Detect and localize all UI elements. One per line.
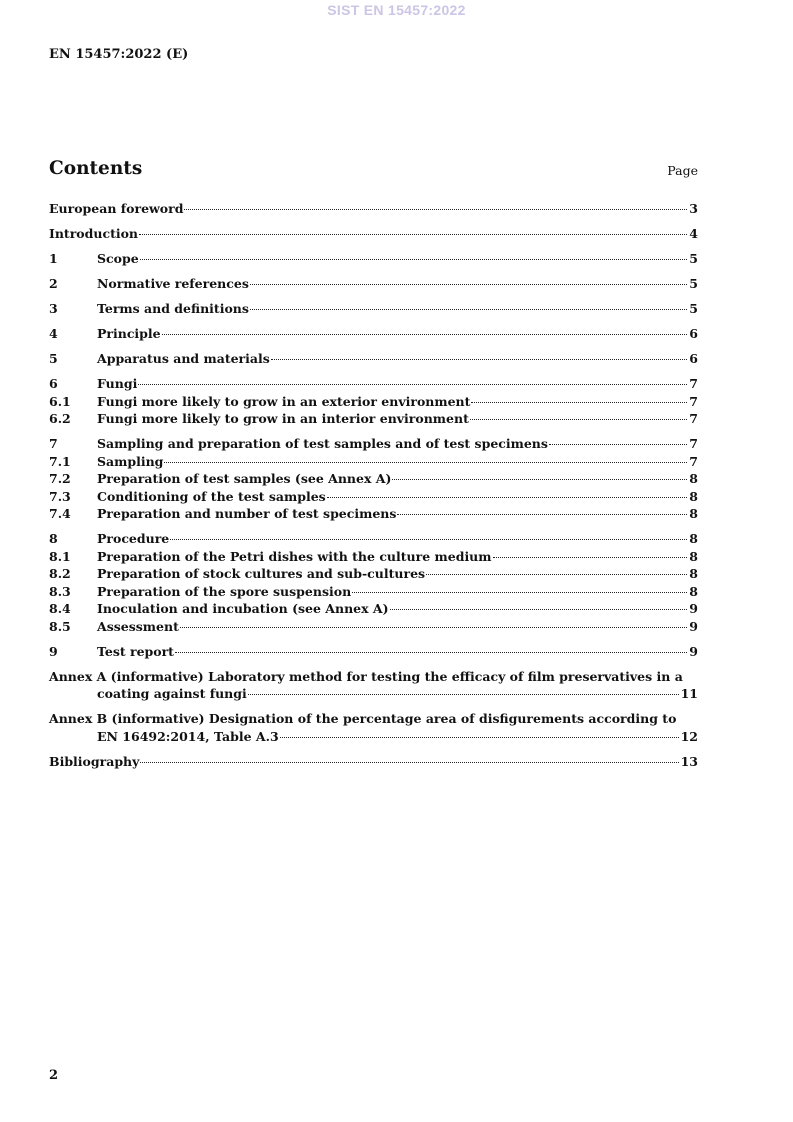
toc-entry-title: Bibliography: [49, 753, 140, 769]
toc-entry-page: 11: [680, 686, 698, 701]
dot-leader: [390, 609, 688, 610]
toc-entry[interactable]: [49, 618, 698, 636]
toc-entry-title: Scope: [97, 251, 139, 266]
toc-entry-number: 7: [49, 436, 58, 451]
toc-entry-number: 7.4: [49, 506, 71, 521]
toc-entry[interactable]: [49, 470, 698, 488]
toc-entry-title: Conditioning of the test samples: [97, 488, 326, 504]
toc-entry-title: Fungi: [97, 376, 138, 391]
toc-entry[interactable]: [49, 488, 698, 506]
toc-entry-page: 12: [680, 728, 698, 744]
toc-entry-title: Fungi more likely to grow in an interior environment: [97, 411, 469, 426]
toc-entry-number: 7.1: [49, 453, 71, 469]
toc-entry-page: 13: [680, 753, 698, 769]
contents-title: Contents: [49, 158, 143, 179]
toc-annex-a[interactable]: [49, 668, 698, 703]
toc-entry-title: Fungi more likely to grow in an exterior environment: [97, 393, 471, 409]
toc-entry-title: Introduction: [49, 226, 139, 241]
page-number: 2: [49, 1068, 59, 1083]
toc-entry-number: 7.3: [49, 488, 71, 504]
dot-leader: [180, 627, 687, 628]
toc-entry-number: 2: [49, 276, 58, 291]
toc-entry-number: 6: [49, 376, 58, 391]
toc-entry-title: Preparation of the Petri dishes with the culture medium: [97, 548, 492, 564]
toc-entry-page: 9: [689, 601, 698, 616]
dot-leader: [175, 652, 687, 653]
dot-leader: [138, 384, 687, 385]
toc-entry-page: 7: [689, 436, 698, 451]
dot-leader: [164, 462, 687, 463]
toc-entry-number: 8.3: [49, 583, 71, 599]
dot-leader: [184, 209, 687, 210]
dot-leader: [271, 359, 688, 360]
toc-entry-page: 5: [689, 251, 698, 266]
toc-annex-b[interactable]: [49, 710, 698, 745]
toc-entry-number: 6.2: [49, 411, 71, 426]
toc-entry[interactable]: [49, 643, 698, 661]
toc-entry-number: 8.2: [49, 566, 71, 581]
toc-entry-title: European foreword: [49, 201, 184, 216]
toc-entry[interactable]: [49, 393, 698, 411]
toc-entry-title: Preparation of stock cultures and sub-cultures: [97, 566, 426, 581]
toc-entry-page: 9: [689, 618, 698, 634]
toc-entry-page: 8: [689, 471, 698, 486]
toc-entry[interactable]: [49, 375, 698, 393]
toc-entry-page: 4: [689, 226, 698, 241]
dot-leader: [426, 574, 687, 575]
toc-entry[interactable]: [49, 583, 698, 601]
toc-entry-title: Terms and definitions: [97, 301, 249, 316]
toc-entry[interactable]: [49, 275, 698, 293]
toc-entry-title: Sampling: [97, 453, 164, 469]
toc-entry[interactable]: [49, 410, 698, 428]
toc-entry-page: 9: [689, 643, 698, 659]
toc-entry[interactable]: [49, 325, 698, 343]
annex-title-line1: Annex A (informative) Laboratory method for testing the efficacy of film preservatives in a: [49, 668, 683, 684]
toc-entry-page: 8: [689, 506, 698, 521]
toc-entry[interactable]: [49, 505, 698, 523]
toc-entry-title: Assessment: [97, 618, 179, 634]
toc-entry-title: Principle: [97, 326, 161, 341]
toc-entry[interactable]: [49, 453, 698, 471]
toc-entry-page: 8: [689, 488, 698, 504]
dot-leader: [280, 737, 679, 738]
toc-entry-number: 6.1: [49, 393, 71, 409]
table-of-contents: [49, 200, 698, 770]
toc-entry-title: Sampling and preparation of test samples and of test specimens: [97, 436, 548, 451]
toc-entry-page: 8: [689, 566, 698, 581]
dot-leader: [471, 402, 687, 403]
toc-entry-number: 8.4: [49, 601, 71, 616]
toc-entry-page: 6: [689, 326, 698, 341]
toc-entry-title: Procedure: [97, 531, 170, 546]
page-column-label: Page: [667, 163, 698, 178]
document-id: EN 15457:2022 (E): [49, 47, 189, 62]
toc-entry-title: Preparation of the spore suspension: [97, 583, 352, 599]
dot-leader: [397, 514, 687, 515]
toc-entry-page: 7: [689, 376, 698, 391]
toc-entry-number: 4: [49, 326, 58, 341]
dot-leader: [250, 309, 687, 310]
dot-leader: [248, 694, 679, 695]
toc-entry-number: 3: [49, 301, 58, 316]
toc-entry-page: 7: [689, 453, 698, 469]
dot-leader: [493, 557, 688, 558]
watermark: SIST EN 15457:2022: [327, 2, 466, 18]
dot-leader: [140, 259, 688, 260]
toc-entry-page: 6: [689, 351, 698, 366]
toc-entry[interactable]: [49, 350, 698, 368]
toc-bibliography[interactable]: [49, 753, 698, 771]
toc-entry-page: 7: [689, 393, 698, 409]
toc-entry-number: 9: [49, 643, 58, 659]
dot-leader: [170, 539, 687, 540]
toc-entry-page: 3: [689, 201, 698, 216]
toc-entry-page: 8: [689, 531, 698, 546]
toc-entry[interactable]: [49, 435, 698, 453]
toc-entry-title: Inoculation and incubation (see Annex A): [97, 601, 389, 616]
toc-entry[interactable]: [49, 200, 698, 218]
toc-entry-page: 5: [689, 301, 698, 316]
toc-entry-title: Normative references: [97, 276, 249, 291]
dot-leader: [470, 419, 687, 420]
dot-leader: [352, 592, 687, 593]
toc-entry-title: Test report: [97, 643, 174, 659]
toc-entry-number: 5: [49, 351, 58, 366]
annex-title-line2: EN 16492:2014, Table A.3: [97, 728, 279, 744]
toc-entry-number: 8.5: [49, 618, 71, 634]
dot-leader: [139, 234, 687, 235]
toc-entry[interactable]: [49, 530, 698, 548]
toc-entry[interactable]: [49, 300, 698, 318]
toc-entry-title: Apparatus and materials: [97, 351, 270, 366]
toc-entry-page: 8: [689, 548, 698, 564]
toc-entry[interactable]: [49, 250, 698, 268]
toc-entry-page: 8: [689, 583, 698, 599]
toc-entry[interactable]: [49, 225, 698, 243]
toc-entry[interactable]: [49, 600, 698, 618]
dot-leader: [162, 334, 688, 335]
toc-entry-title: Preparation of test samples (see Annex A): [97, 471, 392, 486]
dot-leader: [250, 284, 687, 285]
annex-title-line1: Annex B (informative) Designation of the percentage area of disfigurements according to: [49, 711, 677, 726]
dot-leader: [327, 497, 688, 498]
dot-leader: [392, 479, 687, 480]
dot-leader: [549, 444, 687, 445]
toc-entry-page: 5: [689, 276, 698, 291]
annex-title-line2: coating against fungi: [97, 686, 247, 701]
toc-entry-number: 8: [49, 531, 58, 546]
toc-entry-title: Preparation and number of test specimens: [97, 506, 397, 521]
dot-leader: [140, 762, 678, 763]
toc-entry-number: 8.1: [49, 548, 71, 564]
toc-entry-page: 7: [689, 411, 698, 426]
toc-entry-number: 1: [49, 251, 58, 266]
toc-entry-number: 7.2: [49, 471, 71, 486]
toc-entry[interactable]: [49, 565, 698, 583]
toc-entry[interactable]: [49, 548, 698, 566]
